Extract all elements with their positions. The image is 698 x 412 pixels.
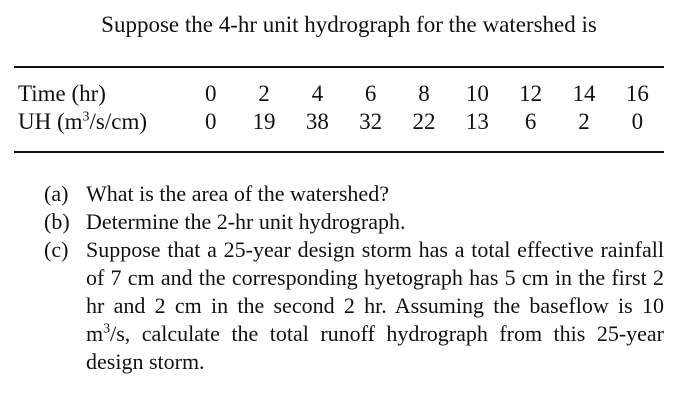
question-marker: (a)	[44, 181, 69, 206]
question-item-a	[44, 180, 664, 208]
uh-cell: 0	[631, 109, 644, 134]
uh-label-prefix: UH (m	[18, 109, 83, 134]
problem-intro: Suppose the 4-hr unit hydrograph for the watershed is	[101, 12, 597, 37]
time-cell: 14	[572, 81, 596, 106]
question-list	[44, 180, 664, 376]
time-cell: 10	[465, 81, 489, 106]
uh-cell: 22	[412, 109, 436, 134]
cubic-exponent: 3	[103, 321, 111, 337]
time-cell: 8	[418, 81, 430, 106]
time-cell: 0	[204, 81, 217, 106]
row-header-uh	[14, 108, 184, 136]
uh-label-suffix: /s/cm)	[89, 109, 148, 134]
question-text-part: Suppose that a 25-year design storm has a total effective rainfall of 7 cm and the corresponding hyetograph has 5 cm in the first 2 hr and 2 cm in the second 2 hr. Assuming the baseflow is 10 m	[86, 237, 664, 346]
row-header-time: Time (hr)	[18, 81, 106, 106]
question-text-part: /s, calculate the total runoff hydrograph from this 25-year design storm.	[86, 321, 664, 374]
uh-cell: 0	[204, 109, 217, 134]
time-cell: 12	[519, 81, 543, 106]
uh-cell: 38	[305, 109, 329, 134]
table-row-time	[14, 80, 664, 108]
question-item-c	[44, 236, 664, 376]
uh-cell: 19	[252, 109, 276, 134]
uh-cell: 6	[524, 109, 537, 134]
table-row-uh	[14, 108, 664, 136]
table-bottom-rule	[14, 151, 664, 153]
question-marker: (b)	[44, 209, 70, 234]
time-cell: 6	[364, 81, 377, 106]
table-top-rule	[14, 66, 664, 68]
uh-cell: 13	[465, 109, 489, 134]
uh-cell: 32	[359, 109, 383, 134]
uh-cell: 2	[578, 109, 590, 134]
unit-hydrograph-table	[14, 80, 664, 136]
question-marker: (c)	[44, 237, 69, 262]
question-text: What is the area of the watershed?	[86, 181, 389, 206]
question-item-b	[44, 208, 664, 236]
time-cell: 2	[258, 81, 270, 106]
uh-label-exponent: 3	[82, 109, 90, 125]
question-text	[86, 236, 664, 376]
time-cell: 16	[625, 81, 649, 106]
time-cell: 4	[311, 81, 324, 106]
question-text: Determine the 2-hr unit hydrograph.	[86, 209, 406, 234]
